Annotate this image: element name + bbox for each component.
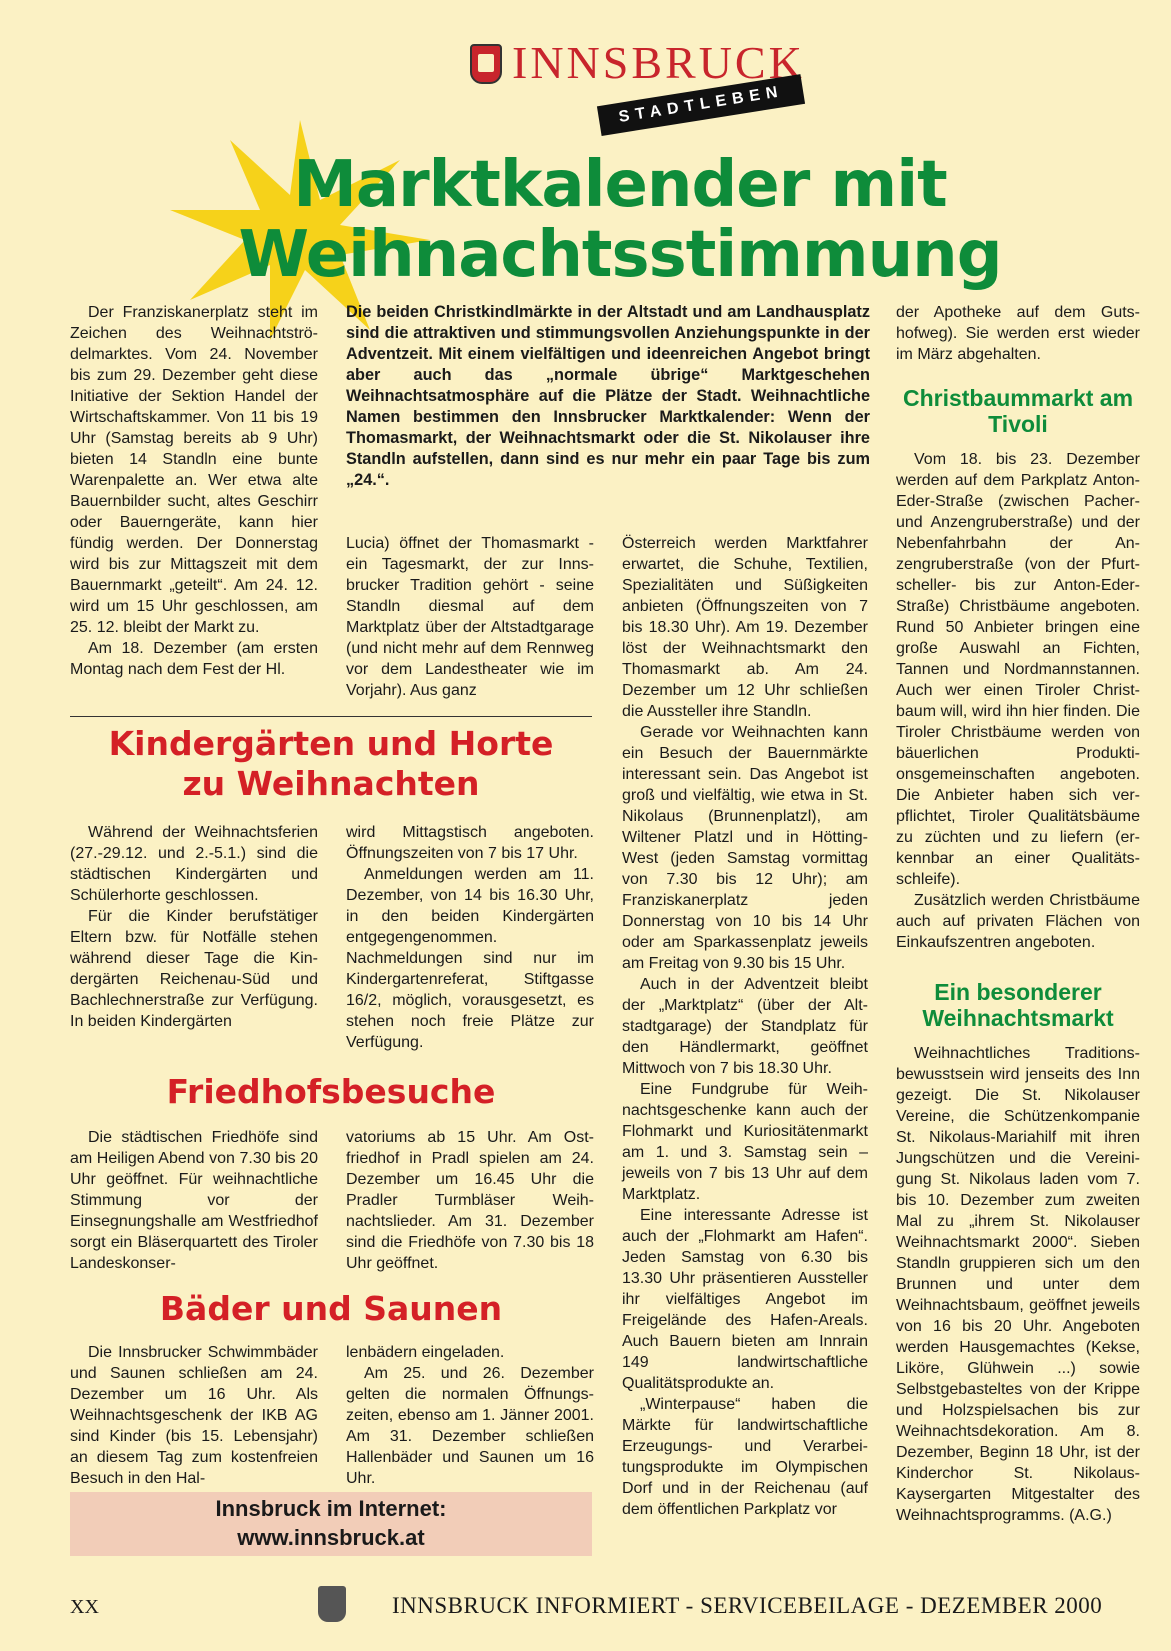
footer-crest-icon [318,1586,346,1622]
paragraph: Weihnachtliches Traditionsbewusstsein wird jenseits des Inn gezeigt. Die St. Nikolauser Vereine, die Schützenkompanie St. Nikolaus-Mariahilf mit ihren Jungschützen und die Vereinigung St. Nikolaus laden vom 7. bis 10. Dezember zum zweiten Mal zu „ihrem St. Nikolauser Weihnachtsmarkt 2000“. Sieben Standln gruppieren sich um den Brunnen und unter dem Weihnachtsbaum, geöffnet jeweils von 16 bis 20 Uhr. Angeboten werden Hausgemachtes (Kekse, Liköre, Glühwein ...) sowie Selbstgebasteltes von der Krippe und Holzspielsachen bis zur Weihnachtsdekoration. Am 8. Dezember, Beginn 18 Uhr, ist der Kinderchor St. Nikolaus-Kaysergarten Mitgestalter des Weihnachtsprogramms. (A.G.) [896,1045,1140,1524]
paragraph: Für die Kinder berufstätiger Eltern bzw. für Notfälle stehen während dieser Tage die Kindergärten Reichenau-Süd und Bachlechnerstraße zur Verfügung. In beiden Kindergärten [70,908,318,1030]
column-4 [896,302,1140,1526]
heading-baeder: Bäder und Saunen [159,1289,503,1328]
column-2-top [346,533,594,701]
paragraph: Gerade vor Weihnachten kann ein Besuch der Bauernmärkte interessant sein. Das Angebot ist groß und vielfältig, wie etwa in St. Nikolaus (Brunnenplatzl), am Wiltener Platzl und in Hötting-West (jeden Samstag vormittag von 7.30 bis 12 Uhr); am Franziskanerplatz jeden Donnerstag von 10 bis 14 Uhr oder am Sparkassenplatz jeweils am Freitag von 9.30 bis 15 Uhr. [622,724,868,972]
heading-line-2: zu Weihnachten [182,764,480,803]
innsbruck-crest-icon [470,44,502,84]
paragraph: Zusätzlich werden Christbäume auch auf privaten Flächen von Einkaufszentren angeboten. [896,892,1140,951]
heading-line-1: Kindergärten und Horte [108,724,554,763]
lead-paragraph: Die beiden Christkindlmärkte in der Altstadt und am Landhausplatz sind die attraktiven und stimmungsvollen Anziehungspunkte in der Adventzeit. Mit einem vielfältigen und ideenreichen Angebot bringt aber auch das „normale übrige“ Marktgeschehen Weihnachtsatmosphäre auf die Plätze der Stadt. Weihnachtliche Namen bestimmen den Innsbrucker Marktkalender: Wenn der Thomasmarkt, der Weihnachtsmarkt oder die St. Nikolauser ihre Standln aufstellen, dann sind es nur mehr ein paar Tage bis zum „24.“. [346,303,870,489]
baeder-column-2 [346,1342,594,1489]
section-divider [70,716,592,717]
headline-line-1: Marktkalender mit [293,148,947,222]
paragraph: Die städtischen Friedhöfe sind am Heiligen Abend von 7.30 bis 20 Uhr geöffnet. Für weihnachtliche Stimmung vor der Einsegnungshalle am Westfriedhof sorgt ein Bläserquartett des Tiroler Landeskonser- [70,1129,318,1272]
paragraph: Die Innsbrucker Schwimmbäder und Saunen schließen am 24. Dezember um 16 Uhr. Als Weihnachtsgeschenk der IKB AG sind Kinder (bis 15. Lebensjahr) an diesem Tag zum kostenfreien Besuch in den Hal- [70,1344,318,1487]
paragraph: Lucia) öffnet der Thomasmarkt - ein Tagesmarkt, der zur Innsbrucker Tradition gehört - seine Standln diesmal auf dem Marktplatz über der Altstadtgarage (und nicht mehr auf dem Rennweg vor dem Landestheater wie im Vorjahr). Aus ganz [346,535,594,699]
paragraph: Am 18. Dezember (am ersten Montag nach dem Fest der Hl. [70,640,318,678]
paragraph: Am 25. und 26. Dezember gelten die normalen Öffnungszeiten, ebenso am 1. Jänner 2001. Am 31. Dezember schließen Hallenbäder und Saunen um 16 Uhr. [346,1365,594,1487]
internet-box [70,1492,592,1556]
paragraph: Vom 18. bis 23. Dezember werden auf dem Parkplatz Anton-Eder-Straße (zwischen Pacher- und Anzengruberstraße) und der Nebenfahrbahn der Anzengruberstraße (von der Pfurtscheller- bis zur Anton-Eder-Straße) Christbäume angeboten. Rund 50 Anbieter bringen eine große Auswahl an Fichten, Tannen und Nordmannstannen. Auch wer einen Tiroler Christbaum will, wird ihn hier finden. Die Tiroler Christbäume werden von bäuerlichen Produktionsgemeinschaften angeboten. Die Anbieter haben sich verpflichtet, Tiroler Qualitätsbäume zu züchten und zu liefern (erkennbar an einer Qualitätsschleife). [896,451,1140,888]
paragraph: Anmeldungen werden am 11. Dezember, von 14 bis 16.30 Uhr, in den beiden Kindergärten entgegengenommen. Nachmeldungen sind nur im Kindergartenreferat, Stiftgasse 16/2, möglich, vorausgesetzt, es stehen noch freie Plätze zur Verfügung. [346,866,594,1051]
heading-kindergaerten [70,724,592,804]
paragraph: Der Franziskanerplatz steht im Zeichen des Weihnachtströdelmarktes. Vom 24. November bis zum 29. Dezember geht diese Initiative der Sektion Handel der Wirtschaftskammer. Von 11 bis 19 Uhr (Samstag bereits ab 9 Uhr) bieten 14 Standln eine bunte Warenpalette an. Wer etwa alte Bauernbilder sucht, altes Geschirr oder Bauerngeräte, kann hier fündig werden. Der Donnerstag wird bis zur Mittagszeit mit dem Bauernmarkt „geteilt“. Am 24. 12. wird um 15 Uhr geschlossen, am 25. 12. bleibt der Markt zu. [70,304,318,636]
masthead [470,37,805,126]
internet-label: Innsbruck im Internet: [215,1496,447,1521]
masthead-title: INNSBRUCK [512,37,805,88]
headline [230,150,1010,290]
column-3 [622,533,868,1520]
paragraph: der Apotheke auf dem Gutshofweg). Sie werden erst wieder im März abgehalten. [896,304,1140,363]
heading-christbaummarkt: Christbaummarkt am Tivoli [902,385,1134,437]
paragraph: Während der Weihnachtsferien (27.-29.12. und 2.-5.1.) sind die städtischen Kindergärten und Schülerhorte geschlossen. [70,824,318,904]
paragraph: Eine Fundgrube für Weihnachtsgeschenke kann auch der Flohmarkt und Kuriositätenmarkt am 1. und 3. Samstag sein – jeweils von 7 bis 13 Uhr auf dem Marktplatz. [622,1081,868,1203]
paragraph: wird Mittagstisch angeboten. Öffnungszeiten von 7 bis 17 Uhr. [346,824,594,862]
internet-url[interactable]: www.innsbruck.at [237,1525,425,1550]
paragraph: Österreich werden Marktfahrer erwartet, die Schuhe, Textilien, Spezialitäten und Süßigkeiten anbieten (Öffnungszeiten von 7 bis 18.30 Uhr). Am 19. Dezember löst der Weihnachtsmarkt den Thomasmarkt ab. Am 24. Dezember um 12 Uhr schließen die Aussteller ihre Standln. [622,535,868,720]
kindergaerten-column-1 [70,822,318,1032]
footer-text: INNSBRUCK INFORMIERT - SERVICEBEILAGE - DEZEMBER 2000 [392,1593,1103,1618]
kindergaerten-column-2 [346,822,594,1053]
heading-friedhofsbesuche: Friedhofsbesuche [166,1072,496,1111]
friedhof-column-2 [346,1127,594,1274]
paragraph: vatoriums ab 15 Uhr. Am Ostfriedhof in Pradl spielen am 24. Dezember um 16.45 Uhr die Pradler Turmbläser Weihnachtslieder. Am 31. Dezember sind die Friedhöfe von 7.30 bis 18 Uhr geöffnet. [346,1129,594,1272]
paragraph: lenbädern eingeladen. [346,1344,505,1361]
paragraph: Eine interessante Adresse ist auch der „Flohmarkt am Hafen“. Jeden Samstag von 6.30 bis 13.30 Uhr präsentieren Aussteller ihr vielfältiges Angebot im Freigelände des Hafen-Areals. Auch Bauern bieten am Innrain 149 landwirtschaftliche Qualitätsprodukte an. [622,1207,868,1392]
baeder-column-1 [70,1342,318,1489]
heading-weihnachtsmarkt: Ein besonderer Weihnachtsmarkt [922,979,1114,1031]
friedhof-column-1 [70,1127,318,1274]
paragraph: Auch in der Adventzeit bleibt der „Marktplatz“ (über der Altstadtgarage) der Standplatz für den Händlermarkt, geöffnet Mittwoch von 7 bis 18.30 Uhr. [622,976,868,1077]
paragraph: „Winterpause“ haben die Märkte für landwirtschaftliche Erzeugungs- und Verarbeitungsprodukte im Olympischen Dorf und in der Reichenau (auf dem öffentlichen Parkplatz vor [622,1396,868,1518]
masthead-subtitle: STADTLEBEN [597,74,806,136]
page-number: XX [70,1596,99,1618]
column-1-top [70,302,318,680]
headline-line-2: Weihnachtsstimmung [238,218,1002,292]
